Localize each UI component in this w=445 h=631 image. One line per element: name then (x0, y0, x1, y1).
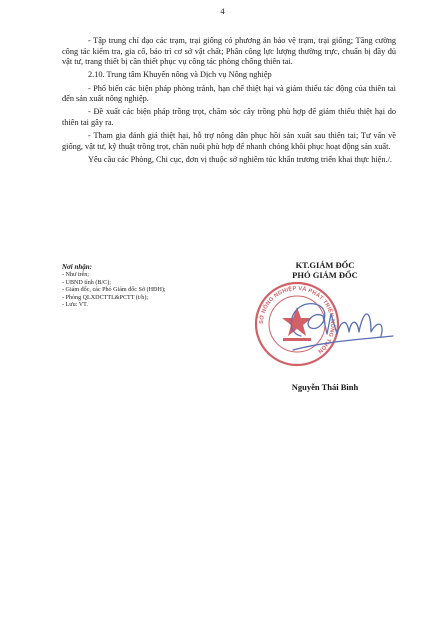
recipient-item: - Như trên; (62, 272, 89, 278)
signer-name: Nguyễn Thái Bình (291, 382, 359, 392)
section-heading-2-10: 2.10. Trung tâm Khuyến nông và Dịch vụ Nông nghiệp (88, 70, 272, 80)
signature-title-line2: PHÓ GIÁM ĐỐC (292, 270, 358, 280)
recipients-heading: Nơi nhận: (62, 263, 93, 271)
signature-block (240, 260, 410, 392)
recipients-block (62, 264, 232, 310)
paragraph-propose-measures: - Đề xuất các biện pháp trồng trọt, chăm sóc cây trồng phù hợp để giảm thiểu thiệt hại do thiên tai gây ra. (62, 107, 396, 127)
paragraph-disseminate-measures: - Phổ biến các biện pháp phòng tránh, hạn chế thiệt hại và giảm thiểu tác động của thiên tai đến sản xuất nông nghiệp. (62, 83, 396, 104)
seal-and-signature (253, 280, 403, 375)
paragraph-closing-request: Yêu cầu các Phòng, Chi cục, đơn vị thuộc sở nghiêm túc khẩn trương triển khai thực hiện./. (88, 154, 392, 164)
recipient-item: - Giám đốc, các Phó Giám đốc Sở (HĐH); (62, 287, 166, 293)
recipient-item: - Phòng QLXDCTTL&PCTT (t/h); (62, 294, 149, 301)
document-body (62, 36, 396, 168)
recipient-item: - UBND tỉnh (B/C); (62, 279, 111, 286)
signature-title-line1: KT.GIÁM ĐỐC (295, 260, 355, 270)
paragraph-seed-station-duty: - Tập trung chỉ đạo các trạm, trại giống có phương án bảo vệ trạm, trại giống; Tăng cường công tác kiểm tra, gia cố, bảo trì cơ sở vật chất; Phân công lực lượng thường trực, chuẩn bị đầy đủ vật tư, trang thiết bị cần thiết phục vụ công tác phòng chống thiên tai. (62, 36, 396, 67)
paragraph-damage-assessment: - Tham gia đánh giá thiệt hại, hỗ trợ nông dân phục hồi sản xuất sau thiên tai; Tư vấn về giống, vật tư, kỹ thuật trồng trọt, chăn nuôi phù hợp để nhanh chóng khôi phục hoạt động sản xuất. (62, 131, 396, 151)
seal-stamp-icon (253, 280, 403, 375)
recipient-item: - Lưu: VT. (62, 302, 88, 308)
seal-text: SỞ NÔNG NGHIỆP VÀ PHÁT TRIỂN NÔNG THÔN (258, 285, 336, 355)
page-number: 4 (220, 6, 225, 16)
